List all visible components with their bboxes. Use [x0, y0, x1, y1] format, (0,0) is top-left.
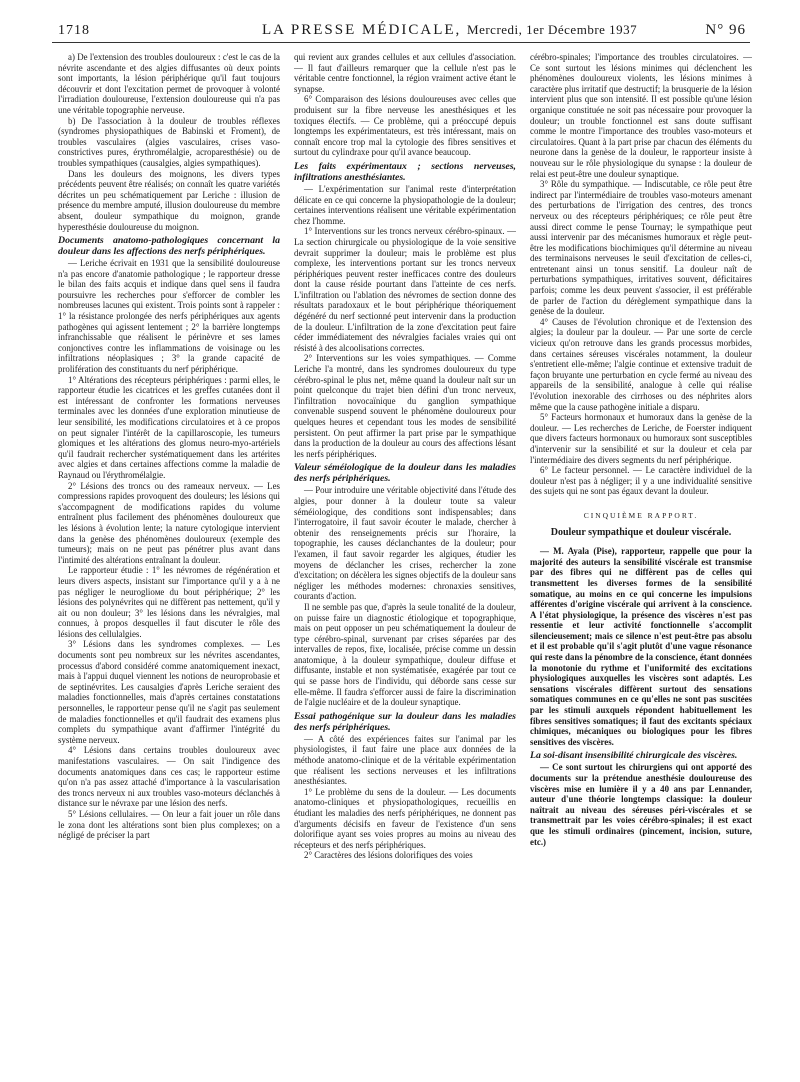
paragraph: 4° Lésions dans certains troubles douloureux avec manifestations vasculaires. — On sait l'indigence des documents anatomiques dans ces cas; le rapporteur estime qu'on n'a pas assez attaché d'importance à la vascularisation des troncs nerveux ni aux troubles vaso-moteurs déclanchés à distance sur le névraxe par une lésion des nerfs.	[58, 745, 280, 809]
report-title: Douleur sympathique et douleur viscérale.	[550, 526, 732, 538]
issue-number: N° 96	[705, 22, 746, 38]
paragraph: cérébro-spinales; l'importance des troubles circulatoires. — Ce sont surtout les lésions minimes qui déclenchent les phénomènes douloureux violents, les lésions minimes à caractère plus irritatif que destructif; la brusquerie de la lésion intervient plus que son intensité. Il est possible qu'une lésion organique constituée ne soit pas nécessaire pour provoquer la douleur; un trouble fonctionnel est sans doute suffisant comme le montre l'importance des troubles vaso-moteurs et circulatoires. Quant à la part prise par chacun des éléments du neurone dans la genèse de la douleur, le rapporteur insiste à nouveau sur le rôle physiologique du synapse : la douleur de relai est peut-être une douleur synaptique.	[530, 52, 752, 179]
section-heading: Essai pathogénique sur la douleur dans les maladies des nerfs périphériques.	[294, 710, 516, 733]
paragraph: Il ne semble pas que, d'après la seule tonalité de la douleur, on puisse faire un diagnostic étiologique et topographique, mais on peut opposer un peu schématiquement la douleur de type cérébro-spinal, survenant par crises séparées par des intervalles de repos, fixe, localisée, précise comme un dessin anatomique, à la douleur sympathique, douleur diffuse et diffusante, instable et non systématisée, exagérée par tout ce qui se passe hors de l'individu, qui déborde sans cesse sur elle-même. Il faudra s'efforcer aussi de faire la discrimination de l'algie nucléaire et de la douleur synaptique.	[294, 601, 516, 708]
journal-name: LA PRESSE MÉDICALE,	[262, 22, 462, 38]
section-heading: Valeur séméiologique de la douleur dans les maladies des nerfs périphériques.	[294, 462, 516, 485]
paragraph: 2° Caractères des lésions dolorifiques des voies	[304, 850, 473, 861]
paragraph: 2° Lésions des troncs ou des rameaux nerveux. — Les compressions rapides provoquent des douleurs; les lésions qui s'accompagnent de modifications rapides du volume entraînent plus facilement des phénomènes douloureux que les lésions à évolution lente; la nature cytologique intervient dans la genèse des phénomènes douloureux (exemple des tumeurs); mais on ne peut pas pénétrer plus avant dans l'intimité des altérations entraînant la douleur.	[58, 480, 280, 565]
paragraph: Le rapporteur étudie : 1° les névromes de régénération et leurs divers aspects, insistant sur l'importance qu'il y a à ne pas négliger le neuroglioме du bout périphérique; 2° les lésions des polynévrites qui ne diffèrent pas nettement, qu'il y ait ou non douleur; 3° les lésions dans les névralgies, mal connues, à propos desquelles il faut discuter le rôle des lésions des cellulalgies.	[58, 565, 280, 639]
issue-date: Mercredi, 1er Décembre 1937	[467, 22, 638, 37]
column-right	[530, 52, 752, 1072]
paragraph: qui revient aux grandes cellules et aux cellules d'association. — Il faut d'ailleurs remarquer que la cellule n'est pas le véritable centre fonctionnel, la région vraiment active étant le synapse.	[294, 52, 516, 94]
paragraph: — M. Ayala (Pise), rapporteur, rappelle que pour la majorité des auteurs la sensibilité viscérale est transmise par des fibres qui ne diffèrent pas de celles qui transmettent les diverses formes de la sensibilité somatique, au moins en ce qui concerne les impulsions afférentes d'origine viscérale qui arrivent à la conscience. A l'état physiologique, la présence des viscères n'est pas ressentie et leur activité fonctionnelle s'accomplit silencieusement; mais ce silence n'est peut-être pas absolu et il est probable qu'il s'agit plutôt d'une vague résonance qui reste dans la pénombre de la conscience, étant données la monotonie du rythme et l'uniformité des excitations physiologiques auxquelles les viscères sont adaptés. Les sensations viscérales diffèrent surtout des sensations somatiques communes en ce qu'elles ne sont pas suscitées par les stimuli auxquels répondent habituellement les fibres sensitives somatiques; il faut des excitants spéciaux chimiques, mécaniques ou biologiques pour les fibres sensitives des viscères.	[530, 546, 752, 747]
paragraph: 6° Le facteur personnel. — Le caractère individuel de la douleur n'est pas à négliger; il y a une individualité sensitive des sujets qui ne sont pas égaux devant la douleur.	[530, 465, 752, 497]
page-number: 1718	[58, 23, 90, 38]
paragraph: a) De l'extension des troubles douloureux : c'est le cas de la névrite ascendante et des algies diffusantes où deux points sont importants, la lésion périphérique qu'il faut toujours découvrir et dont l'excitation permet de provoquer à volonté l'irradiation douloureuse, l'extension douloureuse qui n'a pas une véritable topographie nerveuse.	[58, 52, 280, 115]
section-heading: Documents anatomo-pathologiques concernant la douleur dans les affections des nerfs périphériques.	[58, 235, 280, 258]
column-left	[58, 52, 280, 1072]
paragraph: b) De l'association à la douleur de troubles réflexes (syndromes physiopathiques de Babinski et Froment), de troubles vasculaires (algies vasculaires, crises vaso-constrictives pures, érythromélalgie, acroparesthésie) ou de troubles sympathiques (causalgies, algies sympathiques).	[58, 115, 280, 168]
paragraph: 1° Altérations des récepteurs périphériques : parmi elles, le rapporteur étudie les cicatrices et les greffes cutanées dont il est intéressant de confronter les formations nerveuses terminales avec les données d'une exploration minutieuse de leur sensibilité, les modifications circulatoires et à ce propos on peut signaler l'intérêt de la capillaroscopie, les tumeurs glomiques et les altérations des glomus neuro-myo-artériels qu'il faudrait rechercher systématiquement dans les artérites avec algies et dans certaines affections comme la maladie de Raynaud ou l'érythromélalgie.	[58, 374, 280, 480]
page-header	[52, 22, 750, 43]
paragraph: Dans les douleurs des moignons, les divers types précédents peuvent être réalisés; on connaît les quatre variétés décrites un peu schématiquement par Leriche : illusion de présence du membre amputé, illusion douloureuse du membre absent, douleur sympathique du moignon, grande hyperesthésie douloureuse du moignon.	[58, 168, 280, 232]
section-heading: Les faits expérimentaux ; sections nerveuses, infiltrations anesthésiantes.	[294, 160, 516, 183]
section-heading: La soi-disant insensibilité chirurgicale des viscères.	[530, 750, 738, 762]
paragraph: — L'expérimentation sur l'animal reste d'interprétation délicate en ce qui concerne la physiopathologie de la douleur; certaines interventions réalisent une véritable expérimentation chez l'homme.	[294, 183, 516, 226]
paragraph: — Leriche écrivait en 1931 que la sensibilité douloureuse n'a pas encore d'anatomie pathologique ; le rapporteur dresse le bilan des faits acquis et indique dans quel sens il faudra poursuivre les recherches pour s'efforcer de combler les nombreuses lacunes qui existent. Trois points sont à rappeler : 1° la résistance prolongée des nerfs périphériques aux agents pathogènes qui agissent lentement ; 2° la barrière longtemps infranchissable que réalisent le périnèvre et ses lames conjonctives contre les inflammations de voisinage ou les infiltrations néoplasiques ; 3° la grande capacité de prolifération des constituants du nerf périphérique.	[58, 258, 280, 375]
paragraph: 6° Comparaison des lésions douloureuses avec celles que produisent sur la fibre nerveuse les anesthésiques et les toxiques électifs. — Ce problème, qui a préoccupé depuis longtemps les expérimentateurs, est très intéressant, mais on connaît encore trop mal la cytologie des fibres sensitives et surtout du cylindraxe pour qu'il avance beaucoup.	[294, 94, 516, 158]
paragraph: 3° Lésions dans les syndromes complexes. — Les documents sont peu nombreux sur les névrites ascendantes, processus d'abord considéré comme anatomiquement inexact, mais à l'appui duquel viennent les notions de neuroprobasie et de septinévrites. Les causalgies d'après Leriche seraient des maladies fonctionnelles, mais d'après certaines constatations personnelles, le rapporteur pense qu'il ne s'agit pas seulement de maladies fonctionnelles et qu'il faudrait des examens plus complets du sympathique avant d'affirmer l'intégrité du système nerveux.	[58, 639, 280, 745]
paragraph: 3° Rôle du sympathique. — Indiscutable, ce rôle peut être indirect par l'intermédiaire de troubles vaso-moteurs amenant des perturbations de l'irrigation des centres, des troncs nerveux ou des récepteurs périphériques; ce rôle peut être aussi direct comme le pense Tournay; le sympathique peut aussi intervenir par des mécanismes humoraux et règle peut-être les modifications biochimiques qu'il détermine au niveau des terminaisons nerveuses le seuil d'excitation de celles-ci, entretenant ainsi un tonus sensitif. La douleur naît de perturbations sympathiques, irritatives souvent, déficitaires parfois; comme les deux peuvent s'associer, il est préférable de parler de l'action du dérèglement sympathique dans la genèse de la douleur.	[530, 179, 752, 317]
paragraph: — Pour introduire une véritable objectivité dans l'étude des algies, pour donner à la douleur toute sa valeur séméiologique, des conditions sont indispensables; dans l'interrogatoire, il faut savoir écouter le malade, chercher à obtenir des renseignements précis sur l'horaire, la topographie, les causes déclanchantes de la douleur; pour l'examen, il faut savoir regarder les algiques, étudier les moyens de déclancher les crises, rechercher la zone d'excitation; on décèlera les signes objectifs de la douleur sans négliger les méthodes modernes: chronaxies sensitives, courants d'action.	[294, 485, 516, 602]
paragraph: — A côté des expériences faites sur l'animal par les physiologistes, il faut faire une place aux données de la méthode anatomo-clinique et de la véritable expérimentation que réalisent les sections nerveuses et les infiltrations anesthésiantes.	[294, 733, 516, 787]
paragraph: — Ce sont surtout les chirurgiens qui ont apporté des documents sur la prétendue anesthésie douloureuse des viscères mise en lumière il y a 40 ans par Lennander, auteur d'une théorie longtemps classique: la douleur naîtrait au niveau des séreuses péri-viscérales et se transmettrait par les voies cérébro-spinales; il est exact que les stimuli ordinaires (pincement, incision, suture, etc.)	[530, 762, 752, 847]
paragraph: 1° Interventions sur les troncs nerveux cérébro-spinaux. — La section chirurgicale ou physiologique de la voie sensitive devrait supprimer la douleur; mais le problème est plus complexe, les interventions portant sur les troncs nerveux périphériques peuvent rester inefficaces contre des douleurs dont la cause réside pourtant dans l'atteinte de ces nerfs. L'infiltration ou l'ablation des névromes de section donne des résultats paradoxaux et le bout périphérique théoriquement dégénéré du nerf sectionné peut intervenir dans la production de la douleur. L'infiltration de la zone d'excitation peut faire céder immédiatement des névralgies faciales vraies qui ont résisté à des alcoolisations correctes.	[294, 226, 516, 353]
column-middle	[294, 52, 516, 1072]
paragraph: 5° Lésions cellulaires. — On leur a fait jouer un rôle dans le zona dont les altérations sont bien plus complexes; on a négligé de préciser la part	[58, 808, 280, 841]
paragraph: 4° Causes de l'évolution chronique et de l'extension des algies; la douleur par la douleur. — Par une sorte de cercle vicieux qu'on retrouve dans les grands processus morbides, dans certaines séreuses viscérales notamment, la douleur s'entretient elle-même; l'algie continue et extensive traduit de façon bruyante une perturbation en cycle fermé au niveau des appareils de la sensibilité, analogue à celle qui réalise l'évolution inexorable des cirrhoses ou des néphrites alors même que la cause pathogène initiale a disparu.	[530, 316, 752, 412]
journal-title	[262, 22, 637, 39]
paragraph: 5° Facteurs hormonaux et humoraux dans la genèse de la douleur. — Les recherches de Leriche, de Foerster indiquent que divers facteurs hormonaux ou humoraux sont susceptibles d'intervenir sur la sensibilité et sur la douleur et cela par l'intermédiaire des divers segments du nerf périphérique.	[530, 412, 752, 465]
paragraph: 2° Interventions sur les voies sympathiques. — Comme Leriche l'a montré, dans les syndromes douloureux du type cérébro-spinal le plus net, même quand la douleur naît sur un point quelconque du trajet bien défini d'un tronc nerveux, l'infiltration novocaïnique du ganglion sympathique convenable suspend souvent le phénomène douloureux pour quelques heures et cependant tous les modes de sensibilité persistent. On peut affirmer la part prise par le sympathique dans la production de la douleur au cours des affections lésant les nerfs périphériques.	[294, 353, 516, 459]
report-label: CINQUIÈME RAPPORT.	[583, 510, 699, 520]
paragraph: 1° Le problème du sens de la douleur. — Les documents anatomo-cliniques et physiopathologiques, recueillis en étudiant les maladies des nerfs périphériques, ne donnent pas d'arguments décisifs en faveur de l'existence d'un sens dolorifique ayant ses voies propres au moins au niveau des récepteurs et des nerfs périphériques.	[294, 786, 516, 850]
